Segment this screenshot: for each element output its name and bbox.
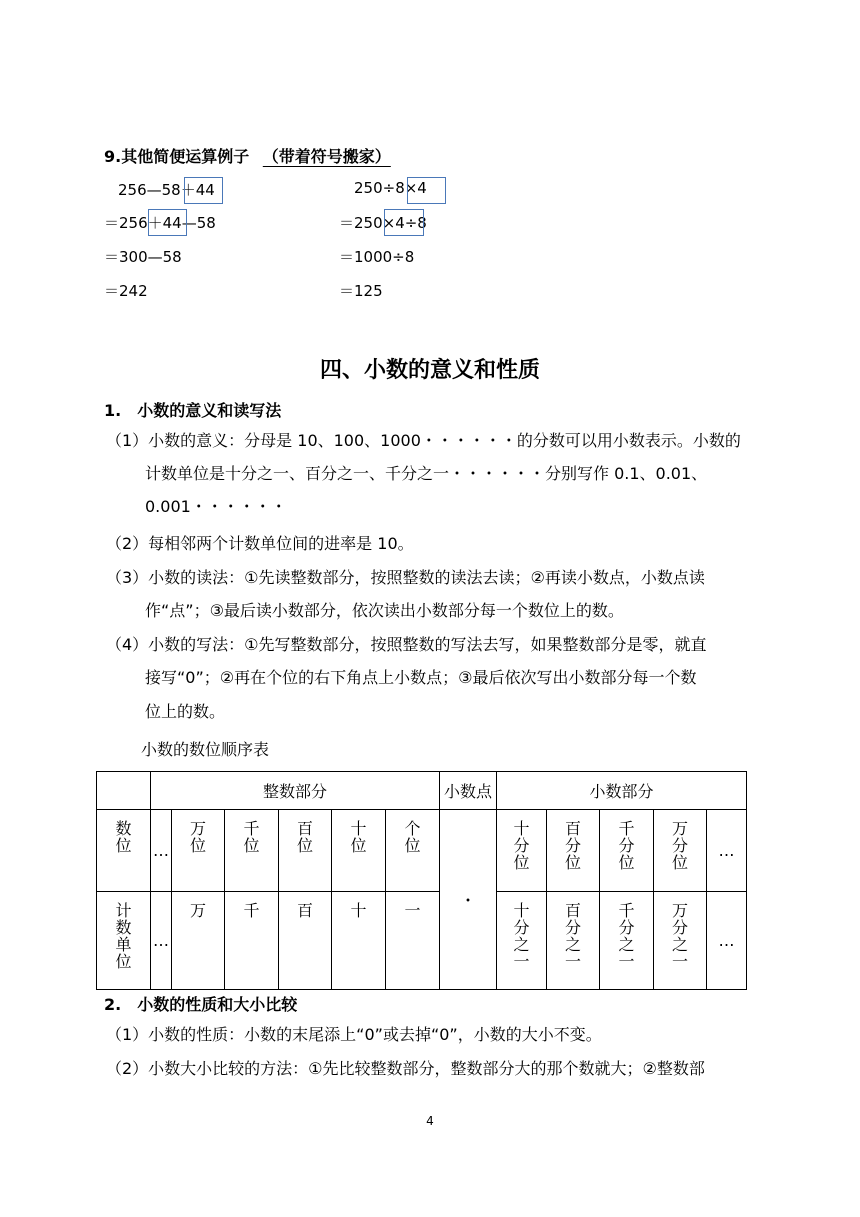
section-2-paragraph-2: （2）小数大小比较的方法：①先比较整数部分，整数部分大的那个数就大；②整数部 xyxy=(106,1059,705,1078)
calc-right-line-2: ＝250×4÷8 xyxy=(339,214,427,232)
decimal-point-cell xyxy=(440,810,497,990)
highlight-box xyxy=(384,209,424,236)
section-2-paragraph-1: （1）小数的性质：小数的末尾添上“0”或去掉“0”，小数的大小不变。 xyxy=(106,1025,602,1044)
row-label-units-text: 计数单位 xyxy=(115,901,132,971)
unit-wan-text: 万 xyxy=(189,901,206,920)
place-ge-text: 个位 xyxy=(404,819,421,855)
place-value-table xyxy=(96,771,747,990)
unit-wan xyxy=(172,892,225,990)
place-tenths xyxy=(497,810,547,892)
calc-left-line-4: ＝242 xyxy=(104,282,148,300)
paragraph-1-line-2: 计数单位是十分之一、百分之一、千分之一・・・・・・分别写作 0.1、0.01、 xyxy=(145,464,708,483)
paragraph-4-line-2: 接写“0”；②再在个位的右下角点上小数点；③最后依次写出小数部分每一个数 xyxy=(145,668,697,687)
place-ge xyxy=(386,810,440,892)
unit-hundredths xyxy=(547,892,600,990)
place-bai-text: 百位 xyxy=(296,819,313,855)
section-9-title-text: 9.其他简便运算例子 xyxy=(104,147,250,166)
place-thousandths xyxy=(600,810,654,892)
calc-right-line-1: 250÷8×4 xyxy=(354,179,427,197)
table-row-units xyxy=(97,892,747,990)
place-hundredths xyxy=(547,810,600,892)
highlight-box xyxy=(407,177,446,204)
unit-bai-text: 百 xyxy=(296,901,313,920)
place-ten-thousandths xyxy=(654,810,707,892)
place-qian-text: 千位 xyxy=(243,819,260,855)
calc-left-line-2: ＝256＋44—58 xyxy=(104,214,216,232)
paragraph-1-line-3: 0.001・・・・・・ xyxy=(145,497,287,516)
header-decimal-point: 小数点 xyxy=(440,772,497,810)
page-number: 4 xyxy=(426,1114,434,1128)
ellipsis-cell: … xyxy=(707,892,747,990)
section-1-heading: 1. 小数的意义和读写法 xyxy=(104,401,282,420)
section-9-title xyxy=(104,144,391,167)
place-thousandths-text: 千分位 xyxy=(618,819,635,872)
paragraph-1-line-1: （1）小数的意义：分母是 10、100、1000・・・・・・的分数可以用小数表示。小数的 xyxy=(106,431,741,450)
calc-left-line-1: 256—58＋44 xyxy=(118,181,215,199)
unit-qian-text: 千 xyxy=(243,901,260,920)
unit-ten-thousandths-text: 万分之一 xyxy=(671,901,688,971)
unit-bai xyxy=(279,892,332,990)
unit-thousandths xyxy=(600,892,654,990)
unit-hundredths-text: 百分之一 xyxy=(564,901,581,971)
place-shi-text: 十位 xyxy=(350,819,367,855)
paragraph-3-line-1: （3）小数的读法：①先读整数部分，按照整数的读法去读；②再读小数点，小数点读 xyxy=(106,568,705,587)
place-tenths-text: 十分位 xyxy=(513,819,530,872)
unit-tenths-text: 十分之一 xyxy=(513,901,530,971)
decimal-point-dot: ・ xyxy=(459,891,476,910)
row-label-places-text: 数位 xyxy=(115,819,132,855)
place-ten-thousandths-text: 万分位 xyxy=(671,819,688,872)
table-caption: 小数的数位顺序表 xyxy=(141,740,270,759)
paragraph-4-line-1: （4）小数的写法：①先写整数部分，按照整数的写法去写，如果整数部分是零，就直 xyxy=(106,635,707,654)
place-hundredths-text: 百分位 xyxy=(564,819,581,872)
unit-tenths xyxy=(497,892,547,990)
calc-right-line-4: ＝125 xyxy=(339,282,383,300)
ellipsis-cell: … xyxy=(151,892,172,990)
unit-ten-thousandths xyxy=(654,892,707,990)
unit-yi-text: 一 xyxy=(404,901,421,920)
calc-left-line-3: ＝300—58 xyxy=(104,248,182,266)
paragraph-2: （2）每相邻两个计数单位间的进率是 10。 xyxy=(106,534,414,553)
place-bai xyxy=(279,810,332,892)
unit-thousandths-text: 千分之一 xyxy=(618,901,635,971)
row-label-places xyxy=(97,810,151,892)
place-wan-text: 万位 xyxy=(189,819,206,855)
header-integer-part: 整数部分 xyxy=(151,772,440,810)
unit-qian xyxy=(225,892,279,990)
header-decimal-part: 小数部分 xyxy=(497,772,747,810)
section-9-subtitle: （带着符号搬家） xyxy=(262,147,391,166)
ellipsis-cell: … xyxy=(707,810,747,892)
place-qian xyxy=(225,810,279,892)
paragraph-3-line-2: 作“点”；③最后读小数部分，依次读出小数部分每一个数位上的数。 xyxy=(145,601,624,620)
calc-right-line-3: ＝1000÷8 xyxy=(339,248,415,266)
unit-shi xyxy=(332,892,386,990)
paragraph-4-line-3: 位上的数。 xyxy=(145,702,226,721)
row-label-units xyxy=(97,892,151,990)
table-corner-cell xyxy=(97,772,151,810)
unit-shi-text: 十 xyxy=(350,901,367,920)
place-shi xyxy=(332,810,386,892)
ellipsis-cell: … xyxy=(151,810,172,892)
table-header-row xyxy=(97,772,747,810)
table-row-places xyxy=(97,810,747,892)
unit-yi xyxy=(386,892,440,990)
section-2-heading: 2. 小数的性质和大小比较 xyxy=(104,995,298,1014)
highlight-box xyxy=(184,177,223,204)
chapter-title: 四、小数的意义和性质 xyxy=(319,358,540,383)
highlight-box xyxy=(148,209,187,236)
place-wan xyxy=(172,810,225,892)
